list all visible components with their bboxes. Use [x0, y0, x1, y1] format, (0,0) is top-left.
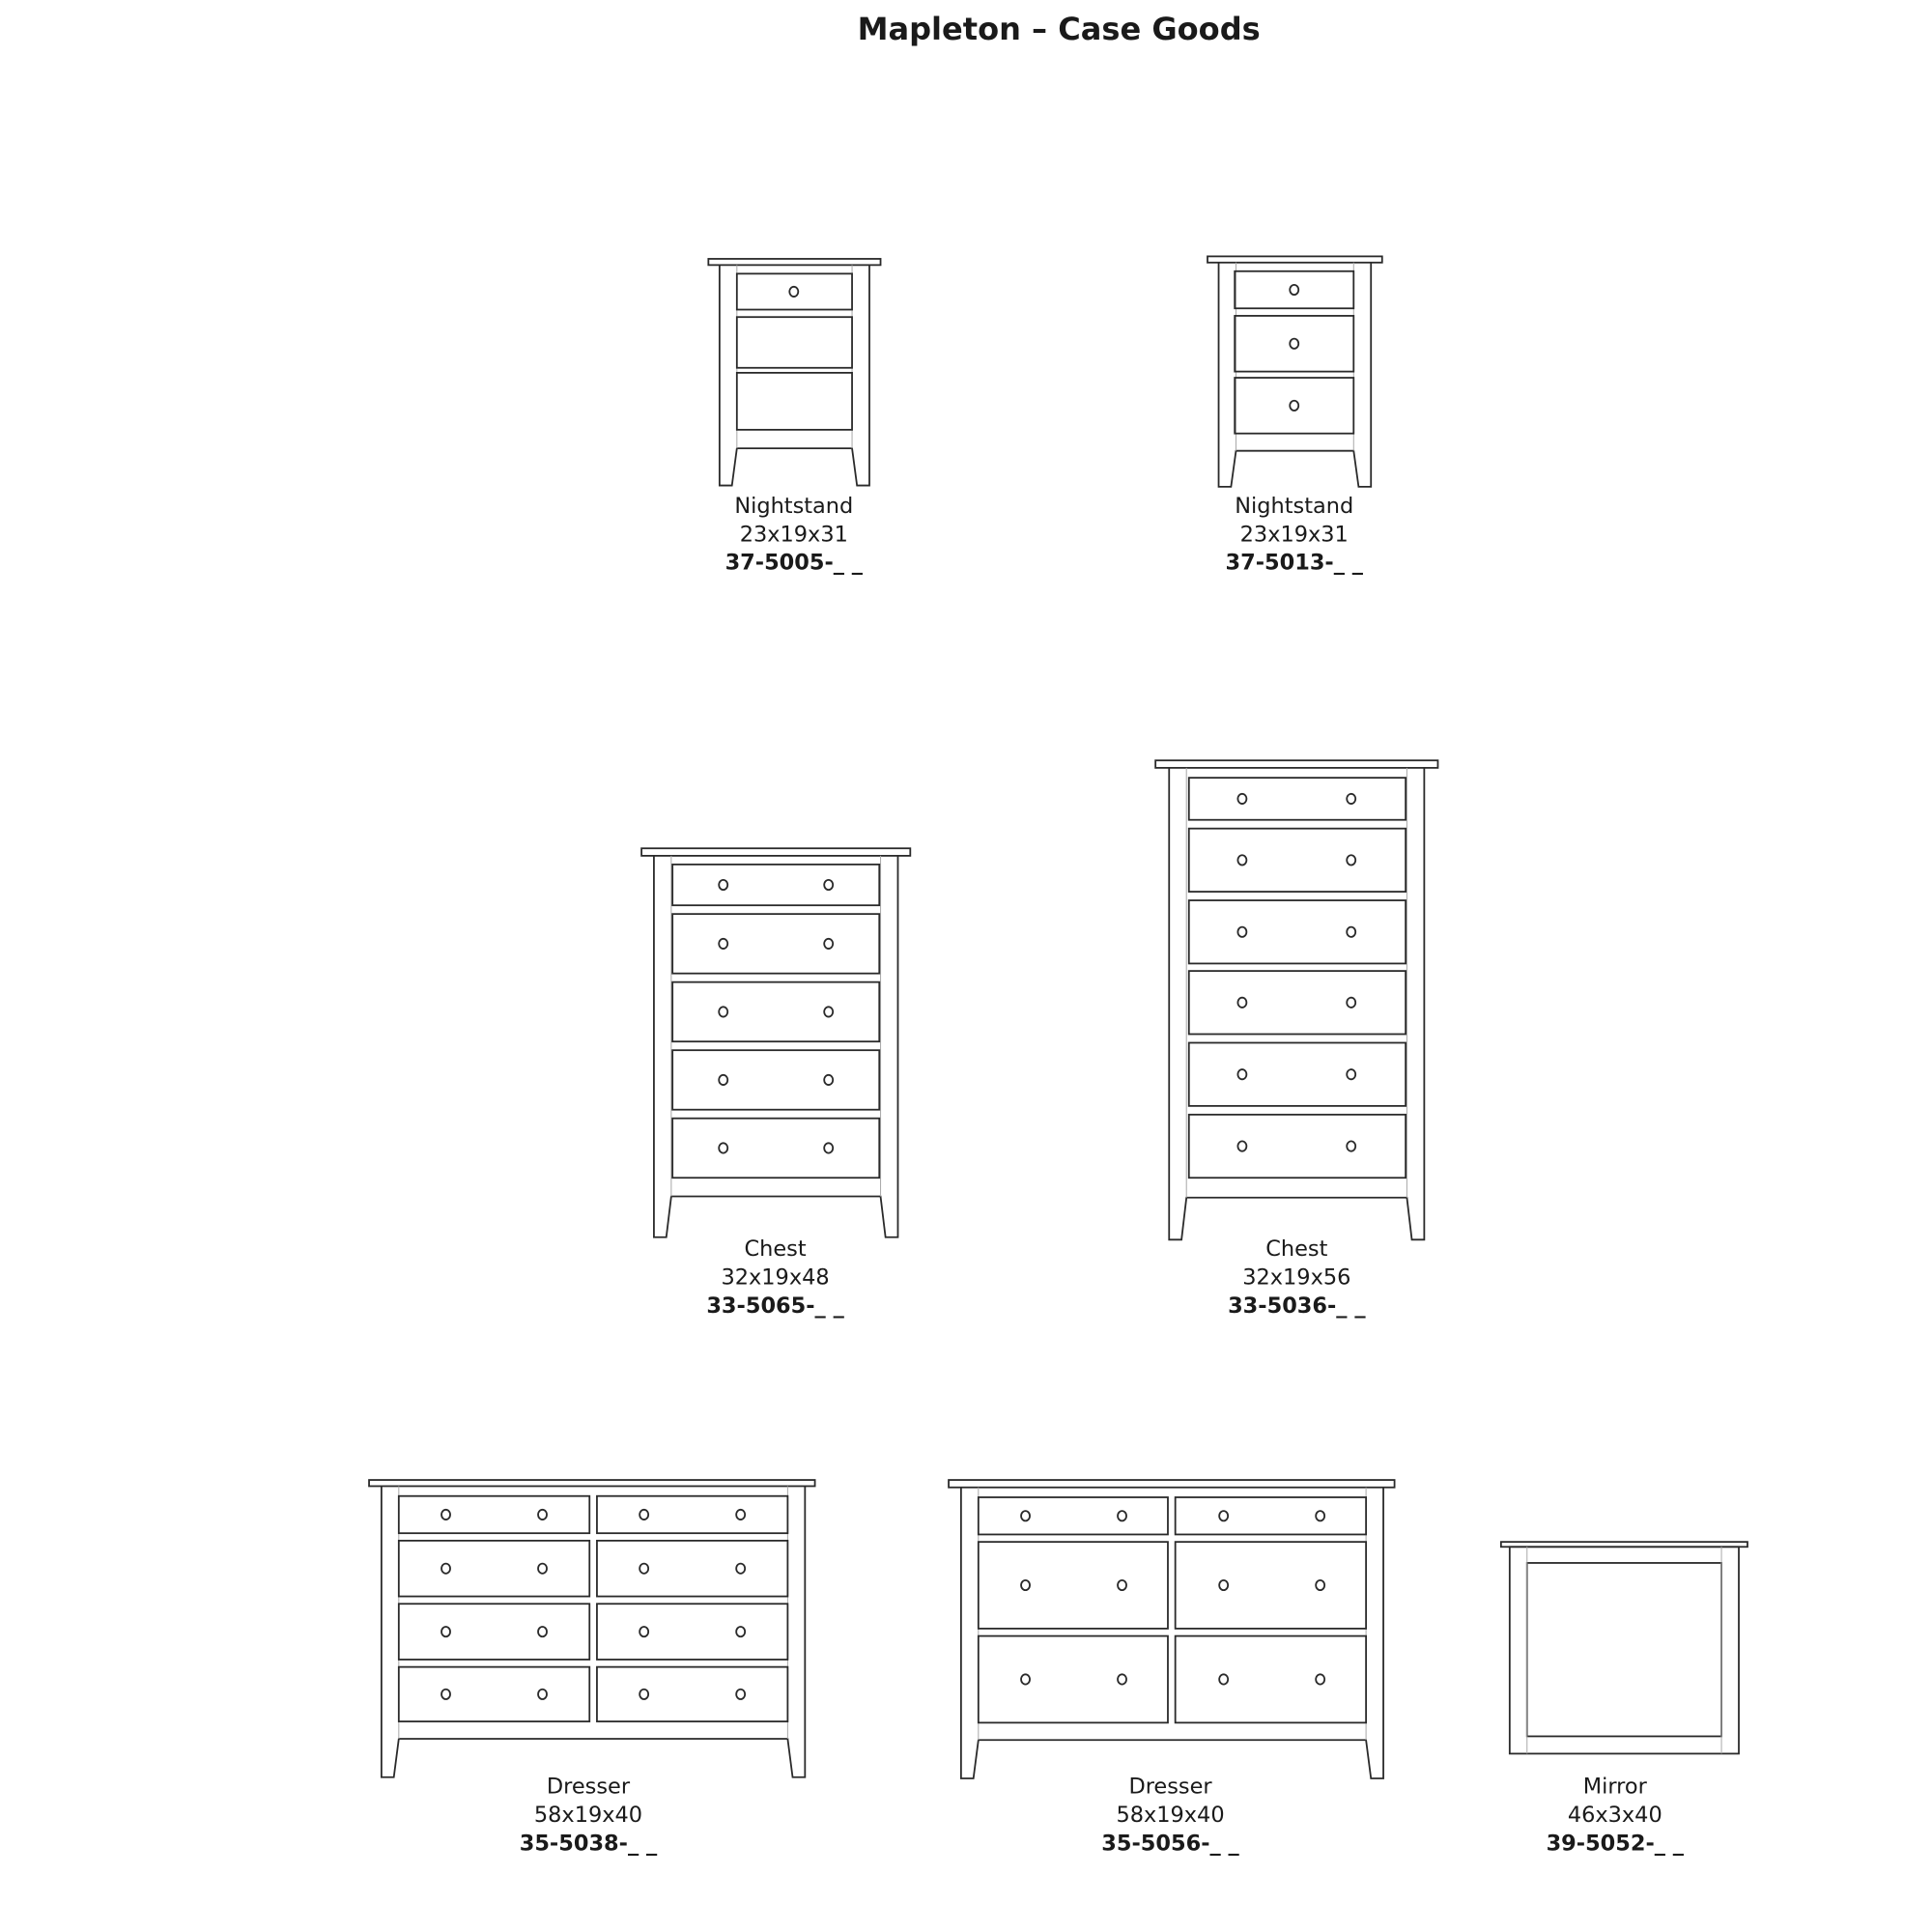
drawer-front	[597, 1541, 787, 1597]
knob-icon	[824, 939, 833, 949]
knob-icon	[1118, 1580, 1126, 1590]
case-frame	[720, 265, 869, 485]
knob-icon	[1347, 855, 1355, 865]
knob-icon	[789, 287, 798, 297]
knob-icon	[1316, 1674, 1324, 1684]
knob-icon	[824, 1007, 833, 1016]
top-board	[949, 1480, 1395, 1488]
drawer-front	[1176, 1542, 1366, 1629]
knob-icon	[824, 1075, 833, 1085]
knob-icon	[1219, 1511, 1228, 1520]
knob-icon	[1316, 1580, 1324, 1590]
knob-icon	[441, 1627, 450, 1636]
knob-icon	[1290, 285, 1298, 295]
knob-icon	[639, 1627, 648, 1636]
drawer-front	[672, 914, 879, 974]
page-title: Mapleton – Case Goods	[857, 11, 1261, 48]
knob-icon	[1316, 1511, 1324, 1520]
knob-icon	[538, 1627, 547, 1636]
drawer-front	[399, 1667, 589, 1721]
case-frame	[654, 856, 898, 1237]
case-frame	[1169, 768, 1424, 1239]
knob-icon	[639, 1510, 648, 1520]
chest-drawing	[1155, 760, 1437, 1239]
knob-icon	[1219, 1580, 1228, 1590]
knob-icon	[736, 1510, 745, 1520]
drawer-front	[1189, 829, 1406, 892]
knob-icon	[719, 1075, 727, 1085]
knob-icon	[736, 1564, 745, 1574]
drawer-front	[672, 1050, 879, 1110]
drawer-front	[1235, 271, 1353, 308]
case-frame	[1219, 263, 1372, 487]
knob-icon	[1021, 1580, 1030, 1590]
item-name: Chest	[744, 1236, 807, 1262]
item-dimensions: 32x19x48	[721, 1264, 830, 1291]
knob-icon	[538, 1564, 547, 1574]
drawer-front	[979, 1542, 1168, 1629]
drawer-front	[737, 317, 852, 368]
knob-icon	[1347, 927, 1355, 937]
knob-icon	[639, 1564, 648, 1574]
drawer-front	[979, 1636, 1168, 1723]
knob-icon	[441, 1510, 450, 1520]
item-name: Dresser	[546, 1774, 631, 1800]
item-name: Nightstand	[1235, 493, 1354, 519]
knob-icon	[538, 1690, 547, 1699]
nightstand-drawing	[708, 259, 880, 486]
drawer-front	[399, 1496, 589, 1533]
knob-icon	[719, 939, 727, 949]
knob-icon	[1021, 1674, 1030, 1684]
knob-icon	[441, 1690, 450, 1699]
furniture-item-3	[641, 848, 910, 1319]
knob-icon	[1021, 1511, 1030, 1520]
knob-icon	[1118, 1674, 1126, 1684]
dresser-drawing	[949, 1480, 1395, 1778]
knob-icon	[719, 1143, 727, 1152]
knob-icon	[1290, 339, 1298, 349]
drawer-front	[672, 982, 879, 1042]
knob-icon	[1237, 927, 1246, 937]
item-code: 35-5056-_ _	[1101, 1831, 1239, 1857]
knob-icon	[1237, 1141, 1246, 1151]
drawer-front	[1189, 971, 1406, 1034]
item-dimensions: 23x19x31	[739, 522, 848, 548]
top-board	[369, 1480, 815, 1486]
knob-icon	[1347, 998, 1355, 1008]
item-code: 37-5013-_ _	[1225, 550, 1363, 576]
furniture-item-2	[1208, 256, 1382, 575]
item-dimensions: 58x19x40	[533, 1802, 643, 1828]
drawer-front	[672, 865, 879, 905]
item-code: 39-5052-_ _	[1546, 1831, 1685, 1857]
drawer-front	[597, 1667, 787, 1721]
knob-icon	[824, 1143, 833, 1152]
drawer-front	[1189, 1115, 1406, 1178]
item-name: Mirror	[1582, 1774, 1647, 1800]
furniture-item-6	[949, 1480, 1395, 1856]
drawer-front	[672, 1119, 879, 1179]
item-name: Chest	[1265, 1236, 1328, 1262]
knob-icon	[441, 1564, 450, 1574]
top-board	[1155, 760, 1437, 768]
drawer-front	[1235, 378, 1353, 434]
drawer-front	[597, 1604, 787, 1660]
drawer-front	[1189, 1042, 1406, 1105]
chest-drawing	[641, 848, 910, 1237]
furniture-item-4	[1155, 760, 1437, 1319]
item-code: 35-5038-_ _	[519, 1831, 658, 1857]
item-dimensions: 32x19x56	[1242, 1264, 1351, 1291]
item-dimensions: 23x19x31	[1239, 522, 1349, 548]
dresser-drawing	[369, 1480, 815, 1777]
knob-icon	[1219, 1674, 1228, 1684]
knob-icon	[1237, 794, 1246, 804]
drawer-front	[399, 1541, 589, 1597]
mirror-glass	[1527, 1563, 1721, 1736]
item-dimensions: 58x19x40	[1116, 1802, 1225, 1828]
knob-icon	[736, 1627, 745, 1636]
knob-icon	[639, 1690, 648, 1699]
knob-icon	[538, 1510, 547, 1520]
drawer-front	[1176, 1636, 1366, 1723]
furniture-item-5	[369, 1480, 815, 1856]
furniture-item-7	[1501, 1542, 1747, 1856]
case-frame	[382, 1486, 805, 1776]
knob-icon	[1237, 998, 1246, 1008]
top-board	[1208, 256, 1382, 262]
knob-icon	[719, 880, 727, 890]
knob-icon	[1290, 401, 1298, 411]
top-board	[708, 259, 880, 265]
knob-icon	[1347, 1141, 1355, 1151]
drawer-front	[1189, 778, 1406, 820]
furniture-item-1	[708, 259, 880, 576]
top-board	[641, 848, 910, 856]
item-name: Dresser	[1128, 1774, 1212, 1800]
knob-icon	[824, 880, 833, 890]
drawer-front	[737, 273, 852, 309]
mirror-frame	[1510, 1547, 1739, 1753]
item-name: Nightstand	[734, 493, 854, 519]
item-dimensions: 46x3x40	[1567, 1802, 1662, 1828]
knob-icon	[1347, 1069, 1355, 1079]
knob-icon	[1347, 794, 1355, 804]
case-frame	[961, 1488, 1383, 1778]
knob-icon	[736, 1690, 745, 1699]
item-code: 33-5065-_ _	[706, 1293, 844, 1319]
nightstand-drawing	[1208, 256, 1382, 486]
mirror-drawing	[1501, 1542, 1747, 1753]
knob-icon	[1237, 855, 1246, 865]
knob-icon	[1118, 1511, 1126, 1520]
drawer-front	[597, 1496, 787, 1533]
item-code: 33-5036-_ _	[1228, 1293, 1366, 1319]
drawer-front	[737, 373, 852, 430]
drawer-front	[399, 1604, 589, 1660]
knob-icon	[1237, 1069, 1246, 1079]
item-code: 37-5005-_ _	[724, 550, 864, 576]
knob-icon	[719, 1007, 727, 1016]
drawer-front	[979, 1497, 1168, 1534]
drawer-front	[1176, 1497, 1366, 1534]
drawer-front	[1189, 900, 1406, 963]
drawer-front	[1235, 316, 1353, 372]
